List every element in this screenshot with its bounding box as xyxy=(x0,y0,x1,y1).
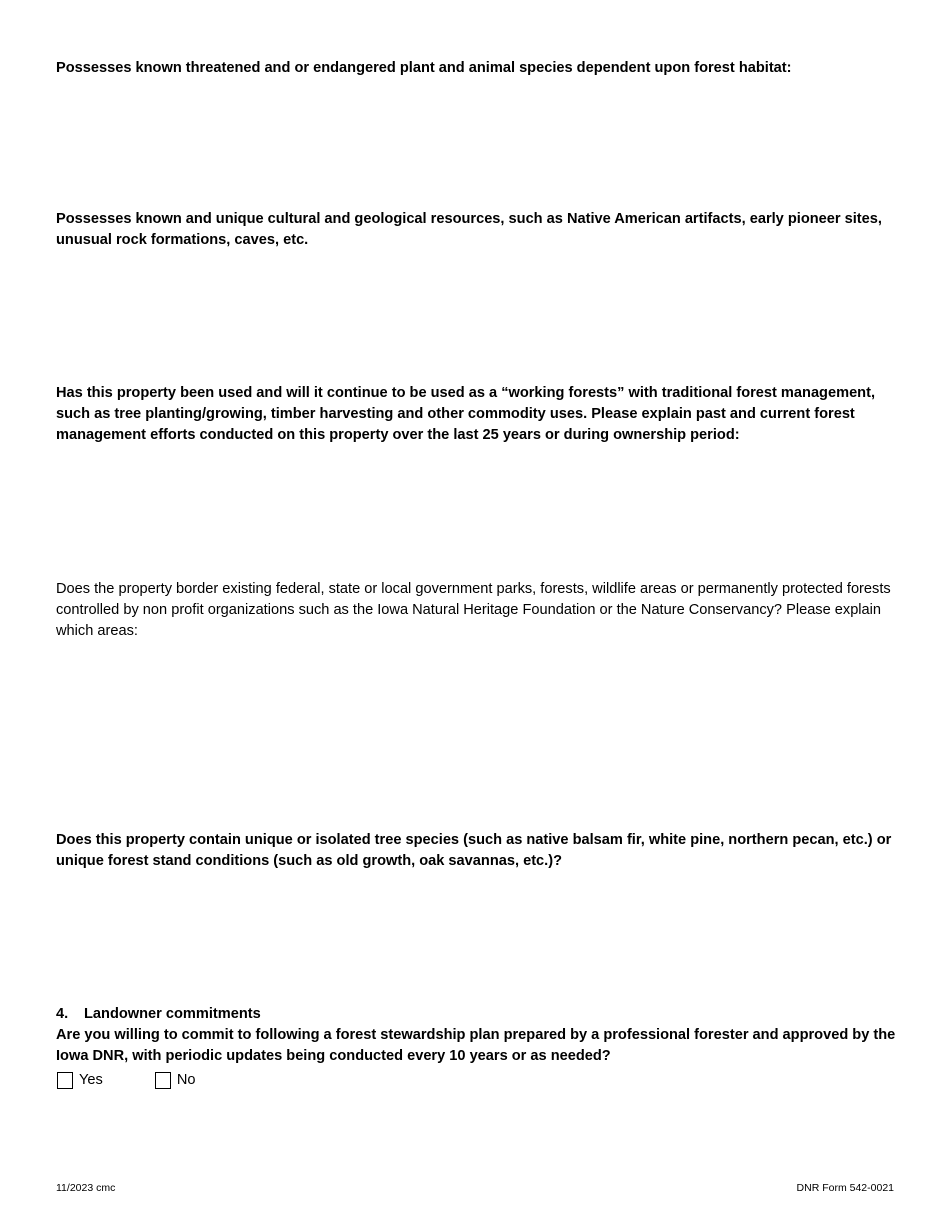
option-yes[interactable] xyxy=(57,1072,103,1089)
footer-form-number: DNR Form 542-0021 xyxy=(796,1182,894,1194)
section-number: 4. xyxy=(56,1006,69,1022)
question-threatened-species: Possesses known threatened and or endangered plant and animal species dependent upon forest habitat: xyxy=(56,60,792,76)
commitment-question: Are you willing to commit to following a forest stewardship plan prepared by a professional forester and approved by the Iowa DNR, with periodic updates being conducted every 10 years or as needed? xyxy=(56,1027,896,1064)
no-checkbox[interactable] xyxy=(155,1072,171,1089)
footer-date: 11/2023 cmc xyxy=(56,1182,116,1194)
option-no[interactable] xyxy=(155,1072,196,1089)
section-title: Landowner commitments xyxy=(84,1006,261,1022)
question-working-forests: Has this property been used and will it continue to be used as a “working forests” with traditional forest management, such as tree planting/growing, timber harvesting and other commodity uses. Please explain past and current forest management efforts conducted on this property over the last 25 years or during ownership period: xyxy=(56,385,876,443)
section-heading xyxy=(56,1004,901,1025)
question-unique-tree-species: Does this property contain unique or isolated tree species (such as native balsam fir, white pine, northern pecan, etc.) or unique forest stand conditions (such as old growth, oak savannas, etc.)? xyxy=(56,832,892,869)
question-border-protected-areas: Does the property border existing federal, state or local government parks, forests, wildlife areas or permanently protected forests controlled by non profit organizations such as the Iowa Natural Heritage Foundation or the Nature Conservancy? Please explain which areas: xyxy=(56,581,891,639)
commitment-options xyxy=(57,1070,195,1090)
section-landowner-commitments xyxy=(56,1004,901,1067)
yes-label: Yes xyxy=(79,1072,103,1088)
question-cultural-resources: Possesses known and unique cultural and geological resources, such as Native American artifacts, early pioneer sites, unusual rock formations, caves, etc. xyxy=(56,211,882,248)
yes-checkbox[interactable] xyxy=(57,1072,73,1089)
no-label: No xyxy=(176,1072,196,1088)
